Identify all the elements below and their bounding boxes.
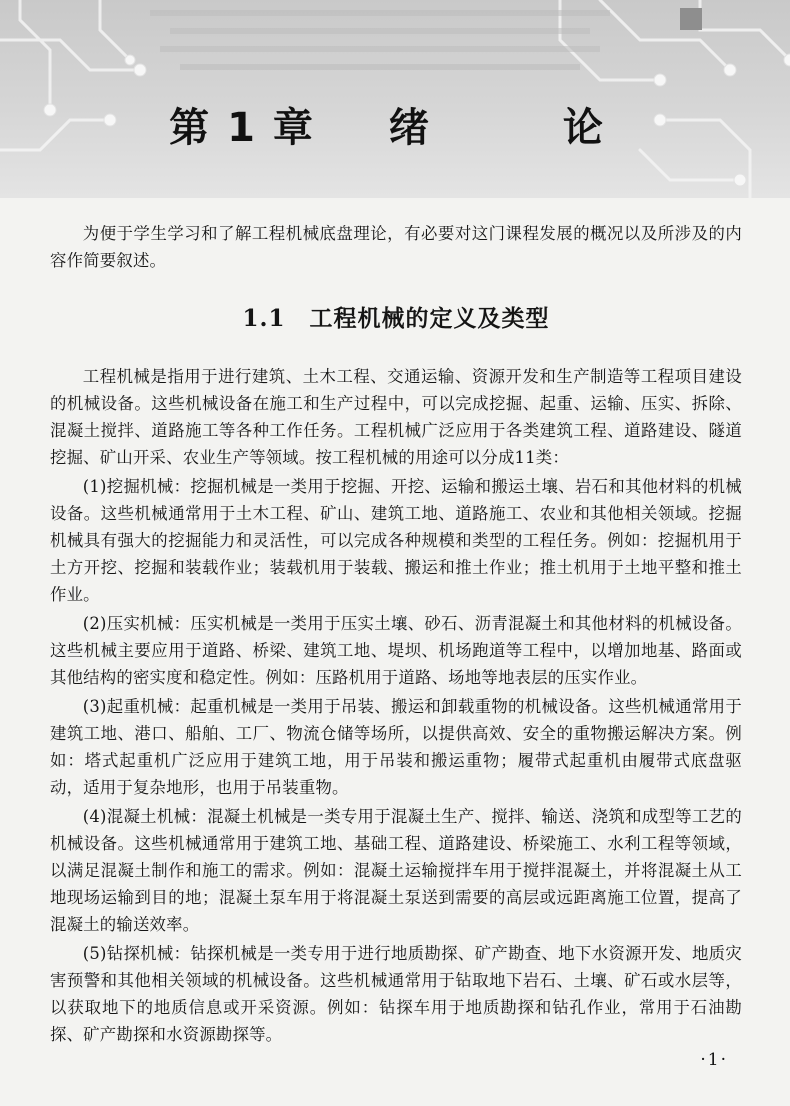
section-heading (50, 300, 742, 333)
section-number: 1.1 (242, 305, 286, 332)
section-title: 工程机械的定义及类型 (309, 305, 550, 332)
page-number: ·1· (700, 1050, 728, 1070)
body-paragraph: (1)挖掘机械：挖掘机械是一类用于挖掘、开挖、运输和搬运土壤、岩石和其他材料的机械设备。这些机械通常用于土木工程、矿山、建筑工地、道路施工、农业和其他相关领域。挖掘机械具有强大的挖掘能力和灵活性，可以完成各种规模和类型的工程任务。例如：挖掘机用于土方开挖、挖掘和装载作业；装载机用于装载、搬运和推土作业；推土机用于土地平整和推土作业。 (50, 477, 742, 604)
intro-paragraph: 为便于学生学习和了解工程机械底盘理论，有必要对这门课程发展的概况以及所涉及的内容作简要叙述。 (50, 224, 742, 270)
chapter-title: 第1章 绪 论 (169, 105, 621, 151)
page-body (50, 220, 742, 1050)
body-paragraph: (3)起重机械：起重机械是一类用于吊装、搬运和卸载重物的机械设备。这些机械通常用于建筑工地、港口、船舶、工厂、物流仓储等场所，以提供高效、安全的重物搬运解决方案。例如：塔式起重机广泛应用于建筑工地，用于吊装和搬运重物；履带式起重机由履带式底盘驱动，适用于复杂地形，也用于吊装重物。 (50, 697, 742, 797)
body-paragraph: (5)钻探机械：钻探机械是一类专用于进行地质勘探、矿产勘查、地下水资源开发、地质灾害预警和其他相关领域的机械设备。这些机械通常用于钻取地下岩石、土壤、矿石或水层等，以获取地下的地质信息或开采资源。例如：钻探车用于地质勘探和钻孔作业，常用于石油勘探、矿产勘探和水资源勘探等。 (50, 944, 742, 1044)
body-paragraph: (2)压实机械：压实机械是一类用于压实土壤、砂石、沥青混凝土和其他材料的机械设备。这些机械主要应用于道路、桥梁、建筑工地、堤坝、机场跑道等工程中，以增加地基、路面或其他结构的密实度和稳定性。例如：压路机用于道路、场地等地表层的压实作业。 (50, 614, 742, 687)
body-paragraph: (4)混凝土机械：混凝土机械是一类专用于混凝土生产、搅拌、输送、浇筑和成型等工艺的机械设备。这些机械通常用于建筑工地、基础工程、道路建设、桥梁施工、水利工程等领域，以满足混凝土制作和施工的需求。例如：混凝土运输搅拌车用于搅拌混凝土，并将混凝土从工地现场运输到目的地；混凝土泵车用于将混凝土泵送到需要的高层或远距离施工位置，提高了混凝土的输送效率。 (50, 807, 742, 934)
chapter-header-banner (0, 0, 790, 198)
body-paragraph: 工程机械是指用于进行建筑、土木工程、交通运输、资源开发和生产制造等工程项目建设的机械设备。这些机械设备在施工和生产过程中，可以完成挖掘、起重、运输、压实、拆除、混凝土搅拌、道路施工等各种工作任务。工程机械广泛应用于各类建筑工程、道路建设、隧道挖掘、矿山开采、农业生产等领域。按工程机械的用途可以分成11类： (50, 367, 742, 467)
